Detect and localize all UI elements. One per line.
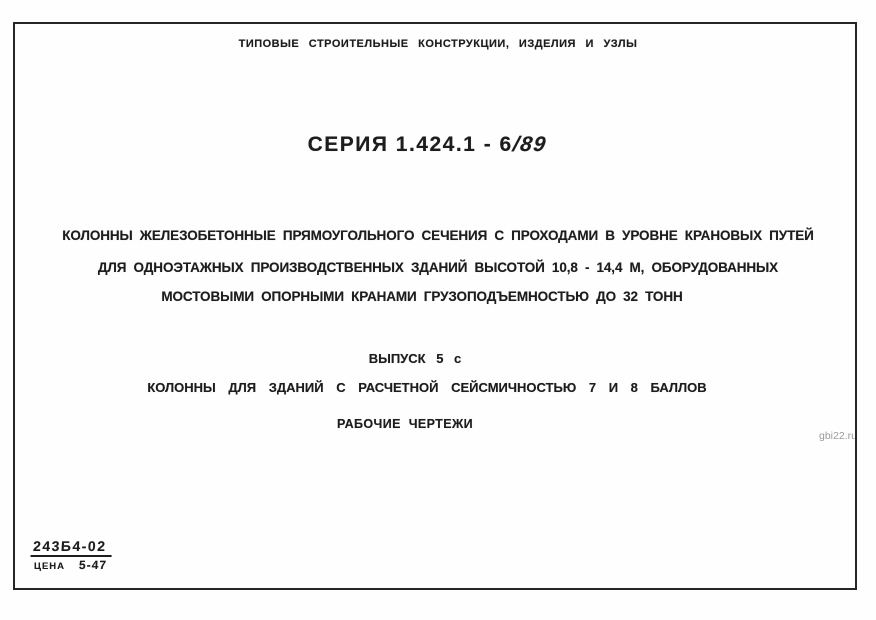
site-watermark: gbi22.ru bbox=[819, 430, 857, 442]
price-label: ЦЕНА bbox=[34, 561, 65, 572]
title-line-2: ДЛЯ ОДНОЭТАЖНЫХ ПРОИЗВОДСТВЕННЫХ ЗДАНИЙ ВЫСОТОЙ 10,8 - 14,4 М, ОБОРУДОВАННЫХ bbox=[97, 260, 779, 275]
price-value: 5-47 bbox=[78, 558, 108, 572]
series-suffix-handwritten: /89 bbox=[511, 133, 549, 156]
series-label: СЕРИЯ 1.424.1 - 6 bbox=[307, 133, 513, 156]
title-line-3: МОСТОВЫМИ ОПОРНЫМИ КРАНАМИ ГРУЗОПОДЪЕМНОСТЬЮ ДО 32 ТОНН bbox=[161, 289, 683, 304]
title-line-1: КОЛОННЫ ЖЕЛЕЗОБЕТОННЫЕ ПРЯМОУГОЛЬНОГО СЕЧЕНИЯ С ПРОХОДАМИ В УРОВНЕ КРАНОВЫХ ПУТЕЙ bbox=[62, 228, 814, 243]
subtitle-seismicity: КОЛОННЫ ДЛЯ ЗДАНИЙ С РАСЧЕТНОЙ СЕЙСМИЧНОСТЬЮ 7 И 8 БАЛЛОВ bbox=[147, 380, 707, 395]
document-header: ТИПОВЫЕ СТРОИТЕЛЬНЫЕ КОНСТРУКЦИИ, ИЗДЕЛИЯ И УЗЛЫ bbox=[238, 38, 638, 50]
series-title bbox=[0, 133, 865, 157]
drawing-border-frame bbox=[13, 22, 857, 590]
stamp-code: 243Б4-02 bbox=[31, 538, 113, 557]
document-type: РАБОЧИЕ ЧЕРТЕЖИ bbox=[336, 417, 474, 431]
price-stamp bbox=[31, 538, 112, 572]
stamp-price-row bbox=[31, 558, 112, 572]
issue-number: ВЫПУСК 5 с bbox=[368, 351, 462, 366]
